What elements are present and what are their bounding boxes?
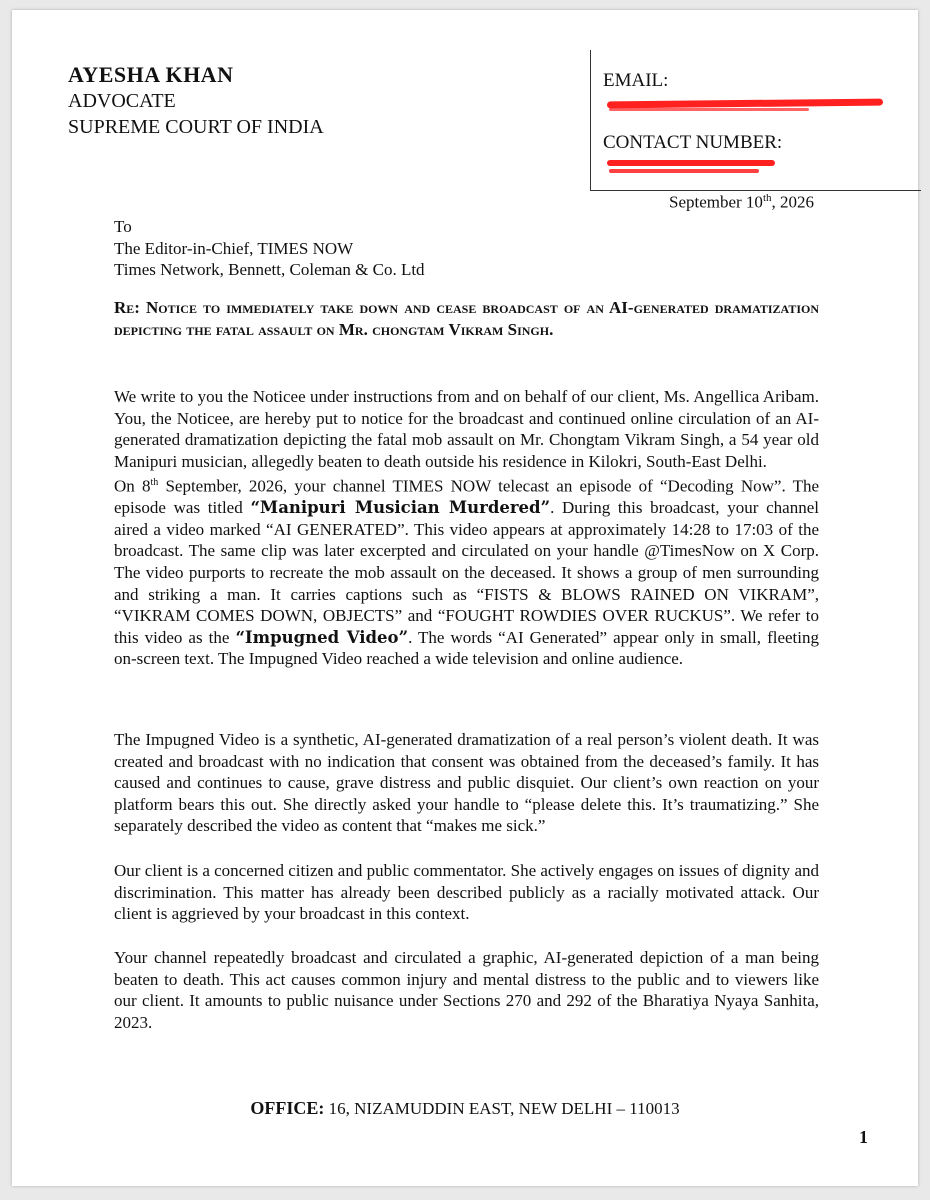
- letterhead: [68, 62, 324, 140]
- to-label: To: [114, 217, 132, 236]
- contact-box: [590, 50, 921, 191]
- paragraph-1: We write to you the Noticee under instructions from and on behalf of our client, Ms. Angellica Aribam. You, the Noticee, are hereby put to notice for the broadcast and continued online circulation of an AI-generated dramatization depicting the fatal mob assault on Mr. Chongtam Vikram Singh, a 54 year old Manipuri musician, allegedly beaten to death outside his residence in Kilokri, South-East Delhi.: [114, 387, 819, 471]
- paragraph-5: Your channel repeatedly broadcast and circulated a graphic, AI-generated depiction of a man being beaten to death. This act causes common injury and mental distress to the public and to viewers like our client. It amounts to public nuisance under Sections 270 and 292 of the Bharatiya Nyaya Sanhita, 2023.: [114, 948, 819, 1032]
- p2-text-b: September, 2026, your channel TIMES NOW telecast an episode of “Decoding Now”. The episode was titled: [114, 476, 820, 518]
- date-year: , 2026: [771, 192, 814, 212]
- letter-date: [669, 192, 814, 213]
- p2-sup: th: [150, 477, 159, 488]
- email-label: EMAIL:: [603, 70, 669, 91]
- email-redaction: [607, 99, 883, 109]
- court-name: SUPREME COURT OF INDIA: [68, 116, 324, 138]
- office-footer: [12, 1098, 918, 1119]
- letter-page: [12, 10, 918, 1186]
- phone-redaction-stroke: [609, 169, 759, 173]
- advocate-title: ADVOCATE: [68, 90, 176, 112]
- p2-text-d: . The words “AI Generated” appear only in small, fleeting on-screen text. The Impugned Video reached a wide television and online audience.: [114, 627, 819, 669]
- contact-number-label: CONTACT NUMBER:: [603, 132, 783, 153]
- recipient-line-1: The Editor-in-Chief, TIMES NOW: [114, 238, 354, 258]
- subject-line: [114, 297, 819, 341]
- recipient-block: [114, 216, 425, 281]
- recipient-line-2: Times Network, Bennett, Coleman & Co. Ltd: [114, 260, 425, 279]
- paragraph-2: [114, 472, 819, 670]
- office-address: 16, NIZAMUDDIN EAST, NEW DELHI – 110013: [324, 1099, 680, 1118]
- paragraph-4: Our client is a concerned citizen and public commentator. She actively engages on issues of dignity and discrimination. This matter has already been described publicly as a racially motivated attack. Our client is aggrieved by your broadcast in this context.: [114, 861, 819, 924]
- subject-text: Notice to immediately take down and cease broadcast of an AI-generated dramatization depicting the fatal assault on Mr. chongtam Vikram Singh.: [114, 298, 819, 339]
- paragraph-3: The Impugned Video is a synthetic, AI-generated dramatization of a real person’s violent death. It was created and broadcast with no indication that consent was obtained from the deceased’s family. It has caused and continues to cause, grave distress and public disquiet. Our client’s own reaction on your platform bears this out. She directly asked your handle to “please delete this. It’s traumatizing.” She separately described the video as content that “makes me sick.”: [114, 730, 819, 836]
- episode-title: “Manipuri Musician Murdered”: [250, 498, 551, 518]
- advocate-name: AYESHA KHAN: [68, 62, 234, 87]
- p2-text-a: On 8: [114, 476, 151, 496]
- phone-redaction: [607, 160, 775, 166]
- p2-text-c: . During this broadcast, your channel aired a video marked “AI GENERATED”. This video appears at approximately 14:28 to 17:03 of the broadcast. The same clip was later excerpted and circulated on your handle @TimesNow on X Corp. The video purports to recreate the mob assault on the deceased. It shows a group of men surrounding and striking a man. It carries captions such as “FISTS & BLOWS RAINED ON VIKRAM”, “VIKRAM COMES DOWN, OBJECTS” and “FOUGHT ROWDIES OVER RUCKUS”. We refer to this video as the: [114, 498, 819, 647]
- email-redaction-stroke: [609, 108, 809, 111]
- page-number: 1: [859, 1127, 868, 1147]
- date-text: September 10: [668, 192, 763, 212]
- date-suffix: th: [762, 192, 772, 204]
- office-label: OFFICE:: [250, 1098, 325, 1118]
- subject-prefix: Re:: [114, 298, 140, 317]
- impugned-video-term: “Impugned Video”: [235, 627, 409, 647]
